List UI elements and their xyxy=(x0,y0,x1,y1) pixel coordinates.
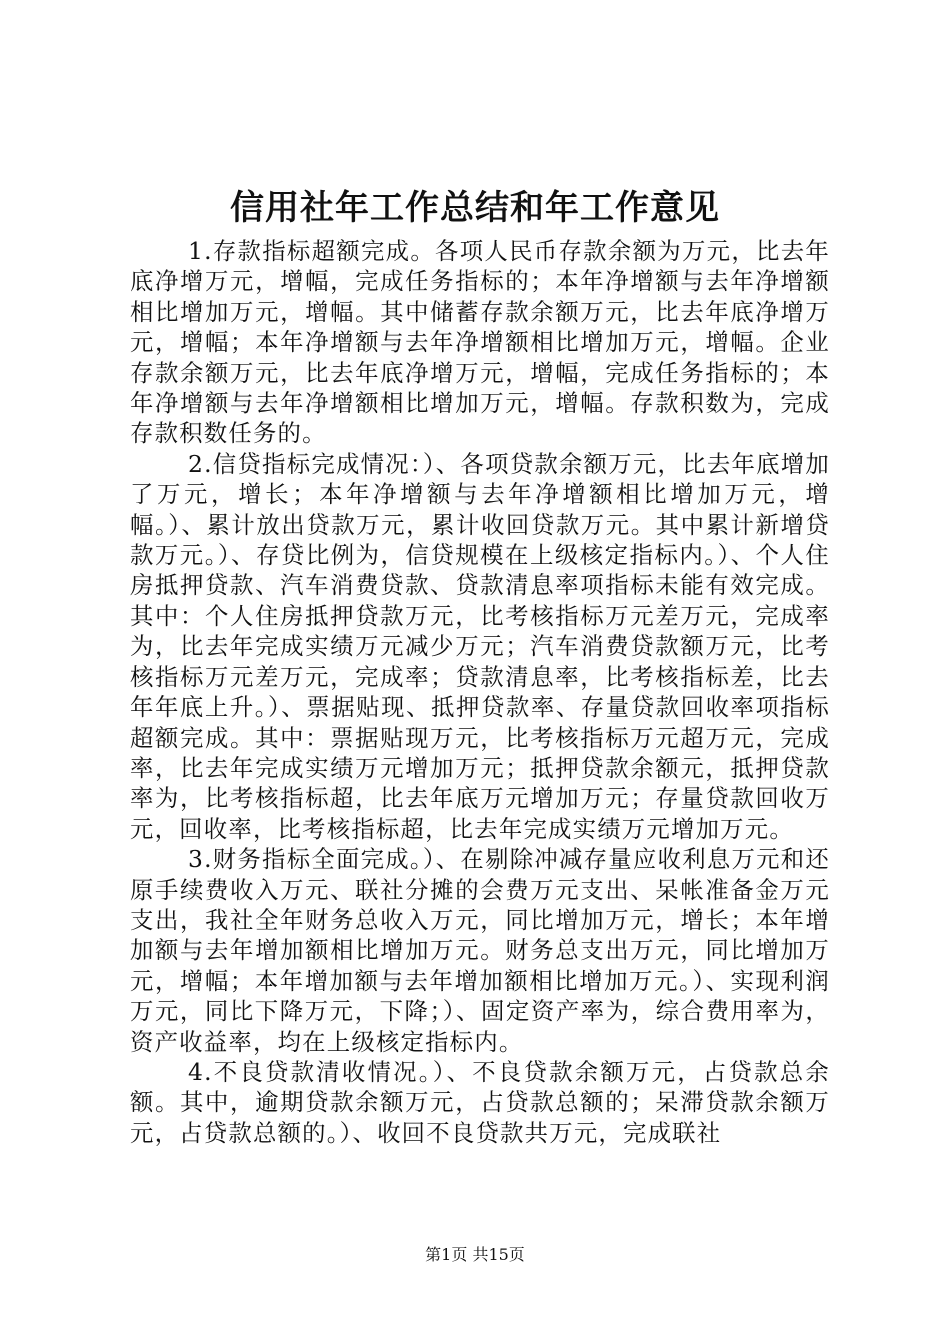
document-body xyxy=(130,236,830,1148)
page-number: 第1页 共15页 xyxy=(425,1245,525,1264)
paragraph-deposits: 1.存款指标超额完成。各项人民币存款余额为万元，比去年底净增万元，增幅，完成任务指标的；本年净增额与去年净增额相比增加万元，增幅。其中储蓄存款余额万元，比去年底净增万元，增幅；本年净增额与去年净增额相比增加万元，增幅。企业存款余额万元，比去年底净增万元，增幅，完成任务指标的；本年净增额与去年净增额相比增加万元，增幅。存款积数为，完成存款积数任务的。 xyxy=(130,237,830,448)
document-title: 信用社年工作总结和年工作意见 xyxy=(230,188,720,228)
paragraph-finance: 3.财务指标全面完成。）、在剔除冲减存量应收利息万元和还原手续费收入万元、联社分摊的会费万元支出、呆帐准备金万元支出，我社全年财务总收入万元，同比增加万元，增长；本年增加额与去年增加额相比增加万元。财务总支出万元，同比增加万元，增幅；本年增加额与去年增加额相比增加万元。）、实现利润万元，同比下降万元，下降；）、固定资产率为，综合费用率为，资产收益率，均在上级核定指标内。 xyxy=(130,845,830,1056)
paragraph-nonperforming-loans: 4.不良贷款清收情况。）、不良贷款余额万元，占贷款总余额。其中，逾期贷款余额万元，占贷款总额的；呆滞贷款余额万元，占贷款总额的。）、收回不良贷款共万元，完成联社 xyxy=(130,1057,830,1147)
paragraph-credit: 2.信贷指标完成情况：）、各项贷款余额万元，比去年底增加了万元，增长；本年净增额与去年净增额相比增加万元，增幅。）、累计放出贷款万元，累计收回贷款万元。其中累计新增贷款万元。）、存贷比例为，信贷规模在上级核定指标内。）、个人住房抵押贷款、汽车消费贷款、贷款清息率项指标未能有效完成。其中：个人住房抵押贷款万元，比考核指标万元差万元，完成率为，比去年完成实绩万元减少万元；汽车消费贷款额万元，比考核指标万元差万元，完成率；贷款清息率，比考核指标差，比去年年底上升。）、票据贴现、抵押贷款率、存量贷款回收率项指标超额完成。其中：票据贴现万元，比考核指标万元超万元，完成率，比去年完成实绩万元增加万元；抵押贷款余额元，抵押贷款率为，比考核指标超，比去年底万元增加万元；存量贷款回收万元，回收率，比考核指标超，比去年完成实绩万元增加万元。 xyxy=(130,449,830,843)
